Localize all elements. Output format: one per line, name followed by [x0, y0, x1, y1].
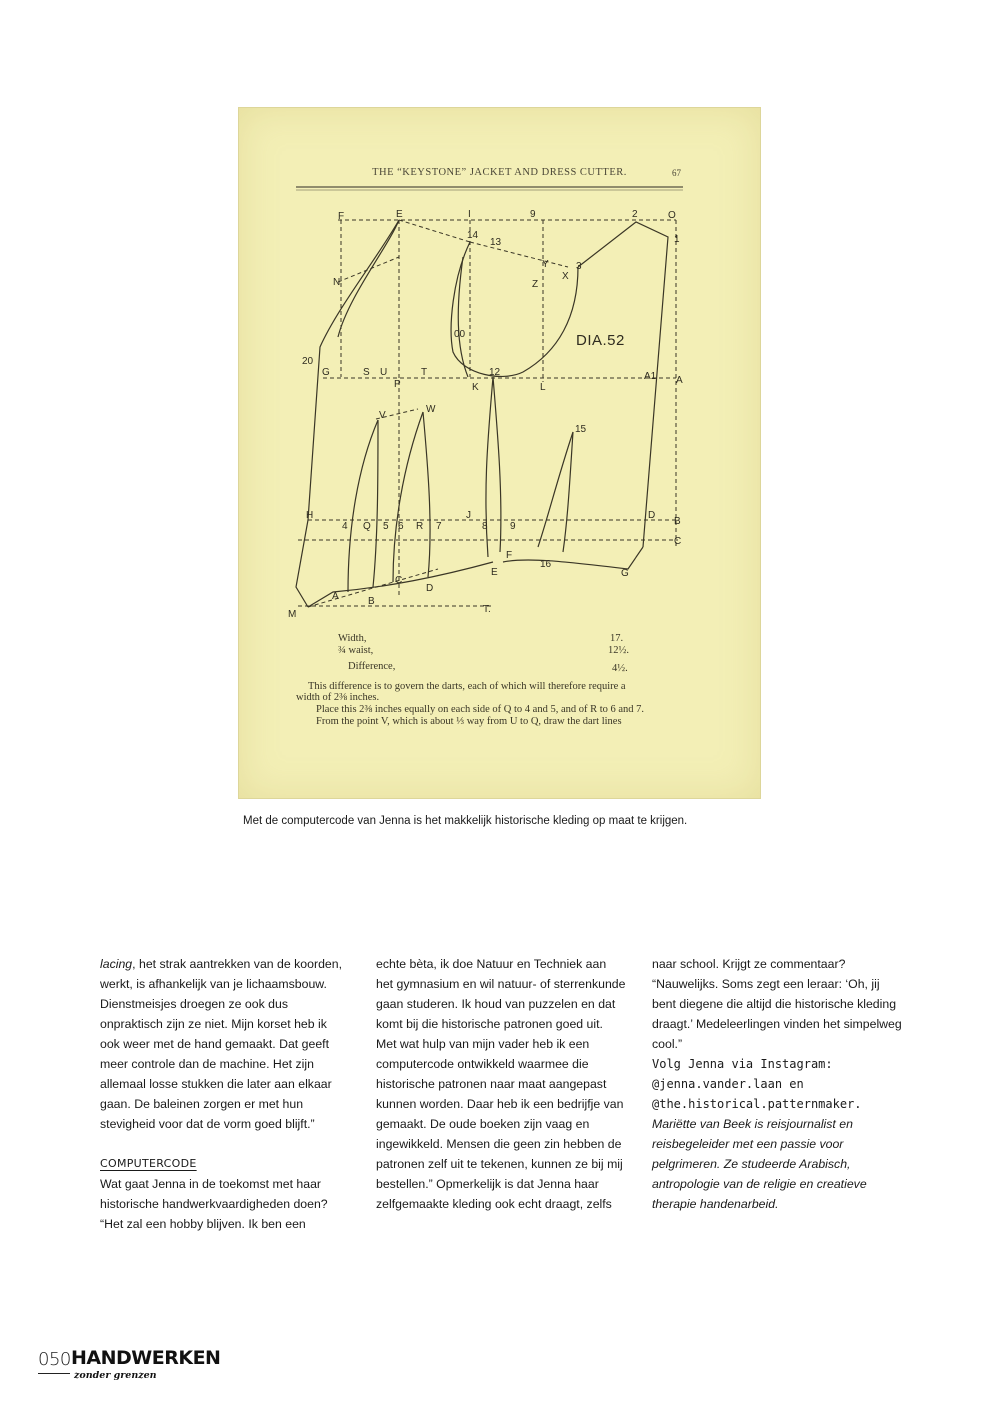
svg-text:K: K — [472, 382, 479, 393]
paragraph: echte bèta, ik doe Natuur en Techniek aan het gymnasium en wil natuur- of sterrenkunde gaan studeren. Ik houd van puzzelen en dat komt bij die historische patronen goed uit. Met wat hulp van mijn vader heb ik een computercode ontwikkeld waarmee die historische patronen naar maat aangepast kunnen worden. Daar heb ik een bedrijfje van gemaakt. De oude boeken zijn vaag en ingewikkeld. Mensen die geen zin hebben de patronen zelf uit te tekenen, kunnen ze bij mij bestellen.” Opmerkelijk is dat Jenna haar zelfgemaakte kleding ook echt draagt, zelfs — [376, 957, 626, 1211]
svg-text:Z: Z — [532, 279, 539, 290]
plate-text-line: width of 2⅜ inches. — [296, 692, 380, 703]
table-row-value: 4½. — [612, 663, 628, 674]
svg-text:5: 5 — [383, 521, 389, 532]
svg-text:C: C — [674, 536, 682, 547]
svg-text:X: X — [562, 271, 569, 282]
svg-text:Y: Y — [542, 259, 549, 270]
svg-text:15: 15 — [575, 424, 587, 435]
svg-text:14: 14 — [467, 230, 479, 241]
svg-text:U: U — [380, 367, 388, 378]
article-column-1 — [100, 954, 350, 1234]
svg-text:E: E — [491, 567, 498, 578]
svg-text:20: 20 — [302, 356, 314, 367]
svg-text:B: B — [674, 516, 681, 527]
svg-text:H: H — [306, 510, 314, 521]
article-column-2 — [376, 954, 626, 1214]
svg-text:A: A — [332, 591, 339, 602]
table-row-label: Width, — [338, 633, 367, 644]
svg-text:S: S — [363, 367, 370, 378]
footer-page-number: 050 — [38, 1349, 71, 1370]
plate-text-line: This difference is to govern the darts, each of which will therefore require a — [308, 681, 626, 692]
table-row-label: Difference, — [348, 661, 396, 672]
svg-text:D: D — [426, 583, 434, 594]
svg-text:J: J — [466, 510, 471, 521]
svg-text:00: 00 — [454, 329, 466, 340]
table-row-value: 17. — [610, 633, 624, 644]
pattern-figure — [238, 107, 761, 799]
svg-text:L: L — [540, 382, 546, 393]
svg-text:A1: A1 — [644, 371, 657, 382]
paragraph: naar school. Krijgt ze commentaar? “Nauwelijks. Soms zegt een leraar: ‘Oh, jij bent diegene die altijd die historische kleding draagt.’ Medeleerlingen vinden het simpelweg cool.” — [652, 957, 902, 1051]
footer-brand: HANDWERKEN — [71, 1347, 221, 1369]
svg-text:Q: Q — [363, 521, 371, 532]
svg-text:O: O — [668, 210, 676, 221]
footer-tagline: zonder grenzen — [74, 1370, 157, 1381]
table-row-value: 12½. — [608, 645, 629, 656]
svg-text:E: E — [396, 209, 403, 220]
svg-text:13: 13 — [490, 237, 502, 248]
svg-text:M: M — [288, 609, 297, 620]
plate-text-line: From the point V, which is about ⅓ way from U to Q, draw the dart lines — [316, 716, 622, 727]
instagram-note: Volg Jenna via Instagram: @jenna.vander.laan en @the.historical.patternmaker. — [652, 1057, 862, 1111]
svg-text:I: I — [468, 209, 471, 220]
footer-rule — [38, 1373, 70, 1374]
svg-text:9: 9 — [510, 521, 516, 532]
table-row-label: ¾ waist, — [338, 645, 374, 656]
svg-text:7: 7 — [436, 521, 442, 532]
svg-text:C: C — [395, 575, 403, 586]
svg-text:F: F — [338, 211, 345, 222]
svg-text:4: 4 — [342, 521, 348, 532]
svg-text:8: 8 — [482, 521, 488, 532]
svg-text:G: G — [322, 367, 330, 378]
svg-text:D: D — [648, 510, 656, 521]
emphasis: lacing — [100, 957, 133, 971]
section-heading: COMPUTERCODE — [100, 1157, 197, 1170]
svg-text:12: 12 — [489, 367, 501, 378]
svg-text:1: 1 — [674, 234, 680, 245]
plate-text-line: Place this 2⅜ inches equally on each side of Q to 4 and 5, and of R to 6 and 7. — [316, 704, 645, 715]
plate-page-number: 67 — [672, 168, 681, 178]
paragraph: Wat gaat Jenna in de toekomst met haar historische handwerkvaardigheden doen? “Het zal een hobby blijven. Ik ben een — [100, 1177, 328, 1231]
plate-header: THE “KEYSTONE” JACKET AND DRESS CUTTER. — [372, 167, 627, 178]
svg-text:F: F — [506, 550, 513, 561]
diagram-label: DIA.52 — [576, 332, 625, 349]
author-bio: Mariëtte van Beek is reisjournalist en reisbegeleider met een passie voor pelgrimeren. Ze studeerde Arabisch, antropologie van de religie en creatieve therapie handenarbeid. — [652, 1117, 867, 1211]
svg-text:R: R — [416, 521, 424, 532]
svg-text:V: V — [379, 410, 386, 421]
article-column-3 — [652, 954, 902, 1214]
svg-text:B: B — [368, 596, 375, 607]
svg-text:3: 3 — [576, 261, 582, 272]
svg-text:T: T — [421, 367, 428, 378]
svg-text:W: W — [426, 404, 436, 415]
svg-text:6: 6 — [398, 521, 404, 532]
svg-text:9: 9 — [530, 209, 536, 220]
svg-text:N: N — [333, 277, 341, 288]
svg-text:G: G — [621, 568, 629, 579]
svg-text:P: P — [394, 379, 401, 390]
paragraph-text: , het strak aantrekken van de koorden, werkt, is afhankelijk van je lichaamsbouw. Dienstmeisjes droegen ze ook dus onpraktisch zijn ze niet. Mijn korset heb ik ook weer met de hand gemaakt. Dat geeft meer controle dan de machine. Het zijn allemaal losse stukken die later aan elkaar gaan. De baleinen zorgen er met hun stevigheid voor dat de vorm goed blijft.” — [100, 957, 342, 1131]
svg-text:16: 16 — [540, 559, 552, 570]
svg-text:2: 2 — [632, 209, 638, 220]
paragraph — [100, 954, 350, 1134]
svg-text:A: A — [676, 375, 683, 386]
figure-caption: Met de computercode van Jenna is het makkelijk historische kleding op maat te krijgen. — [243, 815, 688, 827]
svg-text:T.: T. — [483, 604, 491, 615]
